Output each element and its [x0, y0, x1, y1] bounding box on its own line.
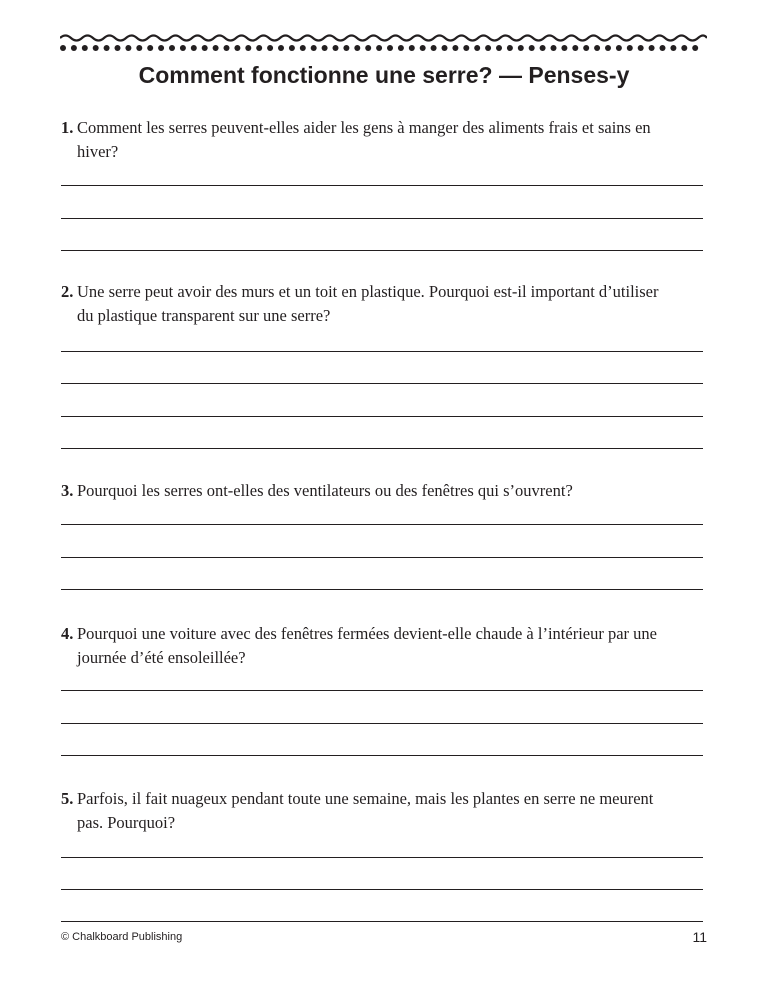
answer-line[interactable]	[61, 448, 703, 449]
border-dot	[158, 45, 164, 51]
border-dot	[278, 45, 284, 51]
border-dot	[507, 45, 513, 51]
question-1	[61, 116, 711, 164]
border-dot	[322, 45, 328, 51]
border-dot	[409, 45, 415, 51]
border-dot	[169, 45, 175, 51]
border-dot	[256, 45, 262, 51]
border-dot	[420, 45, 426, 51]
question-text-continued: pas. Pourquoi?	[77, 813, 176, 832]
answer-line[interactable]	[61, 755, 703, 756]
border-dot	[311, 45, 317, 51]
border-dot	[681, 45, 687, 51]
question-2	[61, 280, 711, 328]
border-dot	[583, 45, 589, 51]
answer-line[interactable]	[61, 723, 703, 724]
border-dot	[191, 45, 197, 51]
publisher-credit: © Chalkboard Publishing	[61, 931, 183, 943]
question-text: Pourquoi une voiture avec des fenêtres fermées devient-elle chaude à l’intérieur par une	[77, 624, 657, 643]
answer-line[interactable]	[61, 921, 703, 922]
answer-line[interactable]	[61, 690, 703, 691]
border-dot	[551, 45, 557, 51]
answer-line[interactable]	[61, 889, 703, 890]
border-dot	[594, 45, 600, 51]
border-dot	[224, 45, 230, 51]
answer-line[interactable]	[61, 383, 703, 384]
answer-line[interactable]	[61, 524, 703, 525]
question-text: Une serre peut avoir des murs et un toit en plastique. Pourquoi est-il important d’utiliser	[77, 282, 659, 301]
border-dot	[125, 45, 131, 51]
page-number: 11	[692, 929, 707, 945]
border-dot	[518, 45, 524, 51]
border-dot	[616, 45, 622, 51]
answer-line[interactable]	[61, 218, 703, 219]
question-number: 5.	[61, 789, 74, 808]
answer-line[interactable]	[61, 416, 703, 417]
border-dot	[692, 45, 698, 51]
border-dot	[343, 45, 349, 51]
border-dot	[93, 45, 99, 51]
border-dot	[104, 45, 110, 51]
border-dot	[561, 45, 567, 51]
border-dot	[540, 45, 546, 51]
border-dot	[213, 45, 219, 51]
border-dot	[115, 45, 121, 51]
border-dot	[649, 45, 655, 51]
border-dot	[638, 45, 644, 51]
question-number: 2.	[61, 282, 74, 301]
question-3	[61, 479, 711, 503]
border-dot	[442, 45, 448, 51]
border-dot	[485, 45, 491, 51]
question-text-continued: du plastique transparent sur une serre?	[77, 306, 331, 325]
border-dot	[452, 45, 458, 51]
border-dot	[202, 45, 208, 51]
answer-line[interactable]	[61, 589, 703, 590]
page-title: Comment fonctionne une serre? — Penses-y	[138, 62, 630, 88]
question-text-continued: hiver?	[77, 142, 119, 161]
question-4	[61, 622, 711, 670]
question-text: Pourquoi les serres ont-elles des ventilateurs ou des fenêtres qui s’ouvrent?	[77, 481, 573, 500]
border-dot	[660, 45, 666, 51]
border-dot	[234, 45, 240, 51]
border-dot	[333, 45, 339, 51]
border-dot	[136, 45, 142, 51]
border-dot	[147, 45, 153, 51]
border-dot	[496, 45, 502, 51]
border-dot	[354, 45, 360, 51]
question-number: 4.	[61, 624, 74, 643]
question-number: 1.	[61, 118, 74, 137]
border-dot	[670, 45, 676, 51]
question-text: Comment les serres peuvent-elles aider les gens à manger des aliments frais et sains en	[77, 118, 651, 137]
border-dot	[387, 45, 393, 51]
border-dot	[605, 45, 611, 51]
answer-line[interactable]	[61, 185, 703, 186]
question-text: Parfois, il fait nuageux pendant toute une semaine, mais les plantes en serre ne meurent	[77, 789, 654, 808]
border-dot	[300, 45, 306, 51]
answer-line[interactable]	[61, 857, 703, 858]
dotted-line	[60, 45, 698, 51]
border-dot	[627, 45, 633, 51]
border-dot	[398, 45, 404, 51]
border-dot	[267, 45, 273, 51]
answer-line[interactable]	[61, 557, 703, 558]
border-dot	[71, 45, 77, 51]
wavy-line	[60, 36, 707, 41]
question-text-continued: journée d’été ensoleillée?	[77, 648, 246, 667]
border-dot	[245, 45, 251, 51]
question-5	[61, 787, 711, 835]
border-dot	[572, 45, 578, 51]
answer-line[interactable]	[61, 351, 703, 352]
border-dot	[376, 45, 382, 51]
border-dot	[529, 45, 535, 51]
question-number: 3.	[61, 481, 74, 500]
border-dot	[60, 45, 66, 51]
border-dot	[431, 45, 437, 51]
border-dot	[82, 45, 88, 51]
border-dot	[474, 45, 480, 51]
border-dot	[289, 45, 295, 51]
border-dot	[180, 45, 186, 51]
answer-line[interactable]	[61, 250, 703, 251]
decorative-border	[60, 33, 707, 53]
border-dot	[365, 45, 371, 51]
border-dot	[463, 45, 469, 51]
